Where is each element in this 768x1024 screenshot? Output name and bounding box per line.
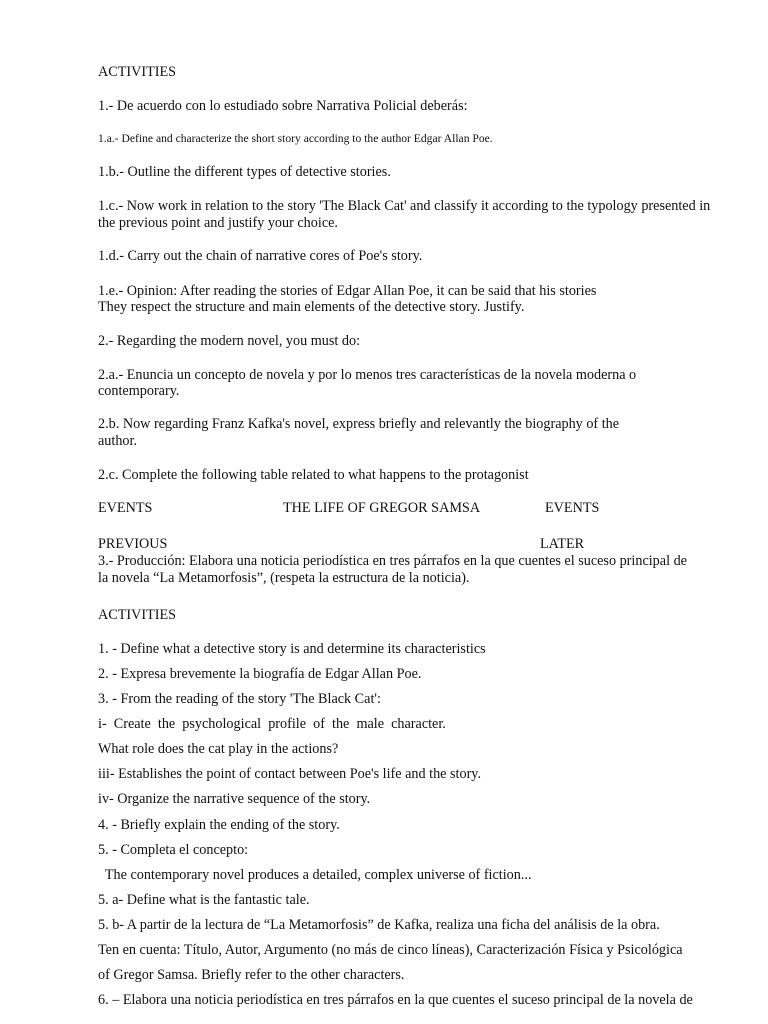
question-2c: 2.c. Complete the following table related to what happens to the protagonist [98, 467, 529, 483]
list-item: i- Create the psychological profile of the male character. [98, 716, 446, 732]
list-item: 3. - From the reading of the story 'The Black Cat': [98, 691, 381, 707]
table-header-title: THE LIFE OF GREGOR SAMSA [283, 500, 481, 516]
list-item: 5. a- Define what is the fantastic tale. [98, 892, 310, 908]
question-1e-line2: They respect the structure and main elements of the detective story. Justify. [98, 299, 525, 315]
question-2: 2.- Regarding the modern novel, you must do: [98, 333, 361, 349]
question-2a-line1: 2.a.- Enuncia un concepto de novela y por lo menos tres características de la novela moderna o [98, 367, 637, 383]
question-1a: 1.a.- Define and characterize the short story according to the author Edgar Allan Poe. [98, 132, 493, 145]
list-item: iv- Organize the narrative sequence of the story. [98, 791, 371, 807]
list-item: of Gregor Samsa. Briefly refer to the other characters. [98, 967, 405, 983]
question-1b: 1.b.- Outline the different types of detective stories. [98, 164, 391, 180]
question-1d: 1.d.- Carry out the chain of narrative cores of Poe's story. [98, 248, 423, 264]
table-header-events-right: EVENTS [545, 500, 600, 516]
list-item: 6. – Elabora una noticia periodística en tres párrafos en la que cuentes el suceso principal de la novela de [98, 992, 693, 1008]
question-1c-line1: 1.c.- Now work in relation to the story 'The Black Cat' and classify it according to the typology presented in [98, 198, 711, 214]
question-1e-line1: 1.e.- Opinion: After reading the stories of Edgar Allan Poe, it can be said that his stories [98, 283, 597, 299]
list-item: Ten en cuenta: Título, Autor, Argumento (no más de cinco líneas), Caracterización Física y Psicológica [98, 942, 683, 958]
list-item: 2. - Expresa brevemente la biografía de Edgar Allan Poe. [98, 666, 422, 682]
table-row-previous: PREVIOUS [98, 536, 168, 552]
list-item: iii- Establishes the point of contact between Poe's life and the story. [98, 766, 482, 782]
list-item: 5. - Completa el concepto: [98, 842, 249, 858]
question-2a-line2: contemporary. [98, 383, 180, 399]
list-item: 5. b- A partir de la lectura de “La Metamorfosis” de Kafka, realiza una ficha del análisis de la obra. [98, 917, 660, 933]
table-row-later: LATER [540, 536, 585, 552]
list-item: 1. - Define what a detective story is and determine its characteristics [98, 641, 486, 657]
question-3-line1: 3.- Producción: Elabora una noticia periodística en tres párrafos en la que cuentes el suceso principal de [98, 553, 687, 569]
section2-heading: ACTIVITIES [98, 607, 177, 623]
table-header-events-left: EVENTS [98, 500, 153, 516]
question-3-line2: la novela “La Metamorfosis”, (respeta la estructura de la noticia). [98, 570, 470, 586]
question-2b-line1: 2.b. Now regarding Franz Kafka's novel, express briefly and relevantly the biography of the [98, 416, 620, 432]
section1-heading: ACTIVITIES [98, 64, 177, 80]
list-item: What role does the cat play in the actions? [98, 741, 339, 757]
list-item: The contemporary novel produces a detailed, complex universe of fiction... [98, 867, 532, 883]
question-1: 1.- De acuerdo con lo estudiado sobre Narrativa Policial deberás: [98, 98, 468, 114]
question-1c-line2: the previous point and justify your choice. [98, 215, 338, 231]
list-item: 4. - Briefly explain the ending of the story. [98, 817, 340, 833]
question-2b-line2: author. [98, 433, 138, 449]
